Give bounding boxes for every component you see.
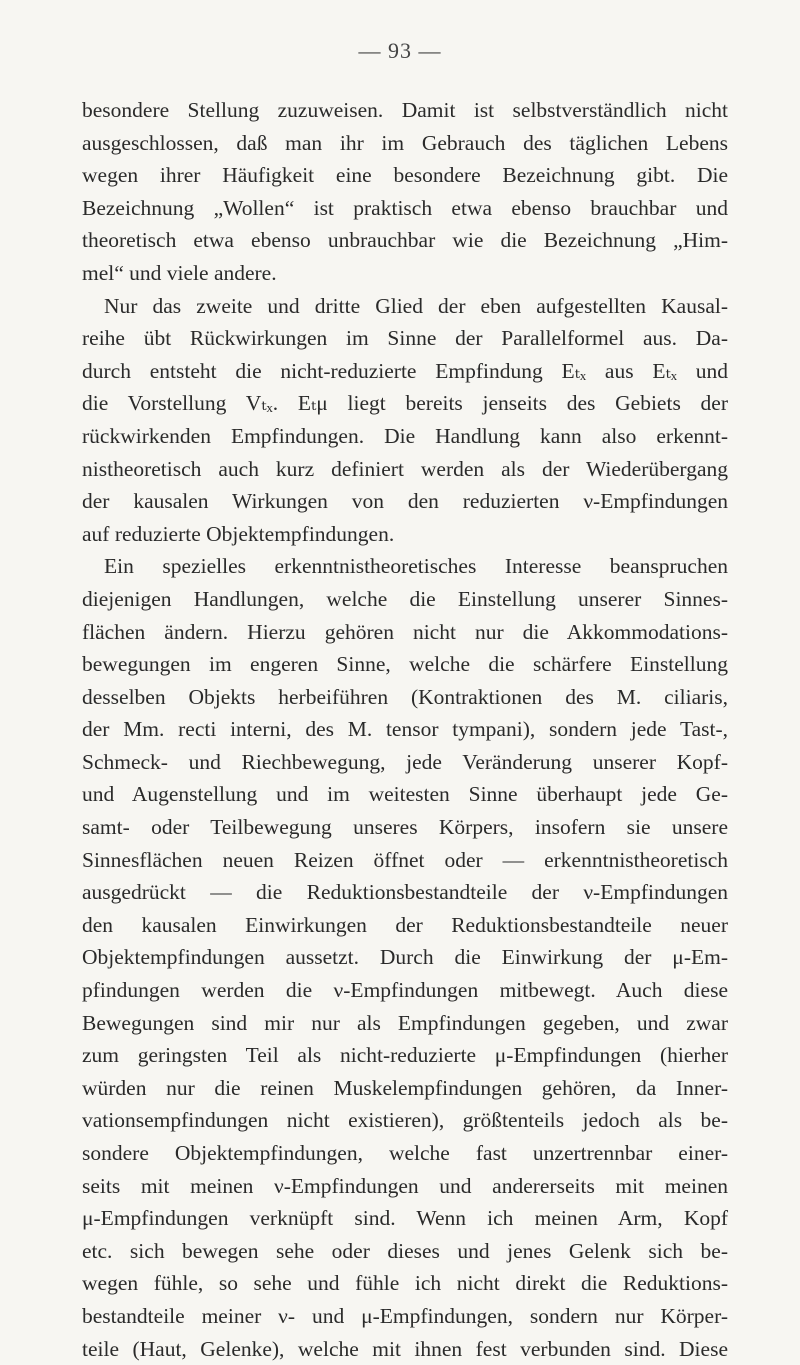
- text-line: Bezeichnung „Wollen“ ist praktisch etwa ebenso brauchbar und: [82, 195, 728, 220]
- text-line: bestandteile meiner ν- und μ-Empfindungen, sondern nur Körper-: [82, 1303, 728, 1328]
- text-line: Schmeck- und Riechbewegung, jede Veränderung unserer Kopf-: [82, 749, 728, 774]
- text-line: mel“ und viele andere.: [82, 260, 277, 285]
- text-line: pfindungen werden die ν-Empfindungen mitbewegt. Auch diese: [82, 978, 728, 1003]
- text-line: bewegungen im engeren Sinne, welche die schärfere Einstellung: [82, 652, 728, 677]
- text-line: durch entsteht die nicht-reduzierte Empfindung Eₜₓ aus Eₜₓ und: [82, 358, 728, 383]
- body-text: [82, 94, 728, 1365]
- text-line: ausgeschlossen, daß man ihr im Gebrauch des täglichen Lebens: [82, 130, 728, 155]
- text-line: der kausalen Wirkungen von den reduzierten ν-Empfindungen: [82, 489, 728, 514]
- text-line: μ-Empfindungen verknüpft sind. Wenn ich meinen Arm, Kopf: [82, 1206, 728, 1231]
- text-line: theoretisch etwa ebenso unbrauchbar wie die Bezeichnung „Him-: [82, 228, 728, 253]
- text-line: seits mit meinen ν-Empfindungen und andererseits mit meinen: [82, 1173, 728, 1198]
- text-line: etc. sich bewegen sehe oder dieses und jenes Gelenk sich be-: [82, 1238, 728, 1263]
- text-line: Sinnesflächen neuen Reizen öffnet oder — erkenntnistheoretisch: [82, 847, 728, 872]
- text-line: der Mm. recti interni, des M. tensor tympani), sondern jede Tast-,: [82, 717, 728, 742]
- text-line: diejenigen Handlungen, welche die Einstellung unserer Sinnes-: [82, 586, 728, 611]
- text-line: teile (Haut, Gelenke), welche mit ihnen fest verbunden sind. Diese: [82, 1336, 728, 1361]
- page-number: — 93 —: [358, 38, 442, 63]
- text-line: den kausalen Einwirkungen der Reduktionsbestandteile neuer: [82, 912, 728, 937]
- text-line: flächen ändern. Hierzu gehören nicht nur die Akkommodations-: [82, 619, 728, 644]
- text-line: nistheoretisch auch kurz definiert werden als der Wiederübergang: [82, 456, 728, 481]
- text-line: ausgedrückt — die Reduktionsbestandteile der ν-Empfindungen: [82, 880, 728, 905]
- text-line: desselben Objekts herbeiführen (Kontraktionen des M. ciliaris,: [82, 684, 728, 709]
- text-line: Objektempfindungen aussetzt. Durch die Einwirkung der μ-Em-: [82, 945, 728, 970]
- text-line: samt- oder Teilbewegung unseres Körpers, insofern sie unsere: [82, 815, 728, 840]
- text-line: Nur das zweite und dritte Glied der eben aufgestellten Kausal-: [104, 293, 728, 318]
- text-line: Ein spezielles erkenntnistheoretisches Interesse beanspruchen: [104, 554, 728, 579]
- text-line: wegen fühle, so sehe und fühle ich nicht direkt die Reduktions-: [82, 1271, 728, 1296]
- text-line: würden nur die reinen Muskelempfindungen gehören, da Inner-: [82, 1075, 728, 1100]
- text-line: rückwirkenden Empfindungen. Die Handlung kann also erkennt-: [82, 423, 728, 448]
- text-line: zum geringsten Teil als nicht-reduzierte μ-Empfindungen (hierher: [82, 1043, 728, 1068]
- text-line: reihe übt Rückwirkungen im Sinne der Parallelformel aus. Da-: [82, 326, 728, 351]
- text-line: sondere Objektempfindungen, welche fast unzertrennbar einer-: [82, 1141, 728, 1165]
- text-line: und Augenstellung und im weitesten Sinne überhaupt jede Ge-: [82, 782, 728, 807]
- text-line: auf reduzierte Objektempfindungen.: [82, 521, 395, 546]
- text-line: die Vorstellung Vₜₓ. Eₜμ liegt bereits jenseits des Gebiets der: [82, 391, 728, 416]
- text-line: wegen ihrer Häufigkeit eine besondere Bezeichnung gibt. Die: [82, 163, 728, 188]
- text-line: vationsempfindungen nicht existieren), größtenteils jedoch als be-: [82, 1108, 728, 1133]
- text-line: Bewegungen sind mir nur als Empfindungen gegeben, und zwar: [82, 1010, 728, 1035]
- text-line: besondere Stellung zuzuweisen. Damit ist selbstverständlich nicht: [82, 98, 728, 122]
